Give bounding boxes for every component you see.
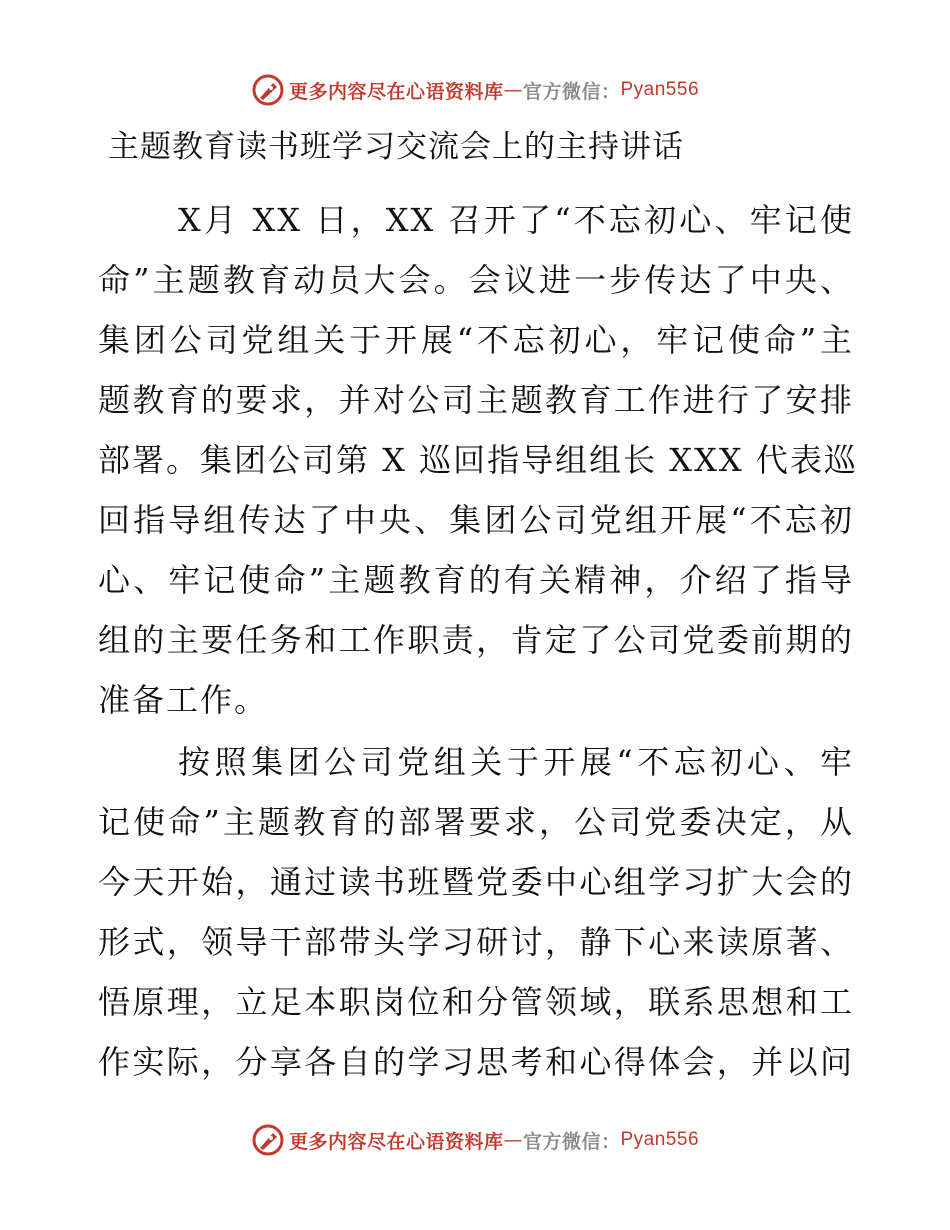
paragraph-line: 记使命”主题教育的部署要求，公司党委决定，从 [98, 803, 854, 841]
paragraph-line: 今天开始，通过读书班暨党委中心组学习扩大会的 [98, 863, 854, 901]
document-title: 主题教育读书班学习交流会上的主持讲话 [108, 129, 684, 165]
paragraph-line: 心、牢记使命”主题教育的有关精神，介绍了指导 [98, 561, 854, 599]
watermark-wechat-id: Pyan556 [620, 79, 700, 100]
watermark-brand: 更多内容尽在心语资料库 [288, 80, 504, 103]
paragraph-line: 组的主要任务和工作职责，肯定了公司党委前期的 [98, 621, 854, 659]
paragraph-1 [98, 190, 858, 730]
paragraph-2 [98, 732, 854, 1092]
watermark-brand: 更多内容尽在心语资料库 [288, 1130, 504, 1153]
paragraph-line: X月 XX 日，XX 召开了“不忘初心、牢记使 [178, 201, 854, 239]
pen-nib-logo-icon [251, 1123, 285, 1157]
paragraph-line: 准备工作。 [98, 681, 269, 719]
paragraph-line: 命”主题教育动员大会。会议进一步传达了中央、 [98, 261, 854, 299]
paragraph-line: 回指导组传达了中央、集团公司党组开展“不忘初 [98, 501, 854, 539]
paragraph-line: 作实际，分享各自的学习思考和心得体会，并以问 [98, 1043, 854, 1081]
paragraph-line: 形式，领导干部带头学习研讨，静下心来读原著、 [98, 923, 854, 961]
watermark-wechat-label: 官方微信： [522, 1130, 621, 1153]
header-watermark [0, 70, 950, 110]
paragraph-line: 集团公司党组关于开展“不忘初心，牢记使命”主 [98, 321, 854, 359]
paragraph-line: 题教育的要求，并对公司主题教育工作进行了安排 [98, 381, 854, 419]
watermark-separator: — [503, 79, 523, 101]
watermark-wechat-label: 官方微信： [522, 80, 621, 103]
watermark-separator: — [503, 1129, 523, 1151]
paragraph-line: 部署。集团公司第 X 巡回指导组组长 XXX 代表巡 [98, 441, 858, 479]
watermark-wechat-id: Pyan556 [620, 1129, 700, 1150]
paragraph-line: 按照集团公司党组关于开展“不忘初心、牢 [178, 743, 854, 781]
paragraph-line: 悟原理，立足本职岗位和分管领域，联系思想和工 [98, 983, 854, 1021]
footer-watermark [0, 1120, 950, 1160]
pen-nib-logo-icon [251, 73, 285, 107]
